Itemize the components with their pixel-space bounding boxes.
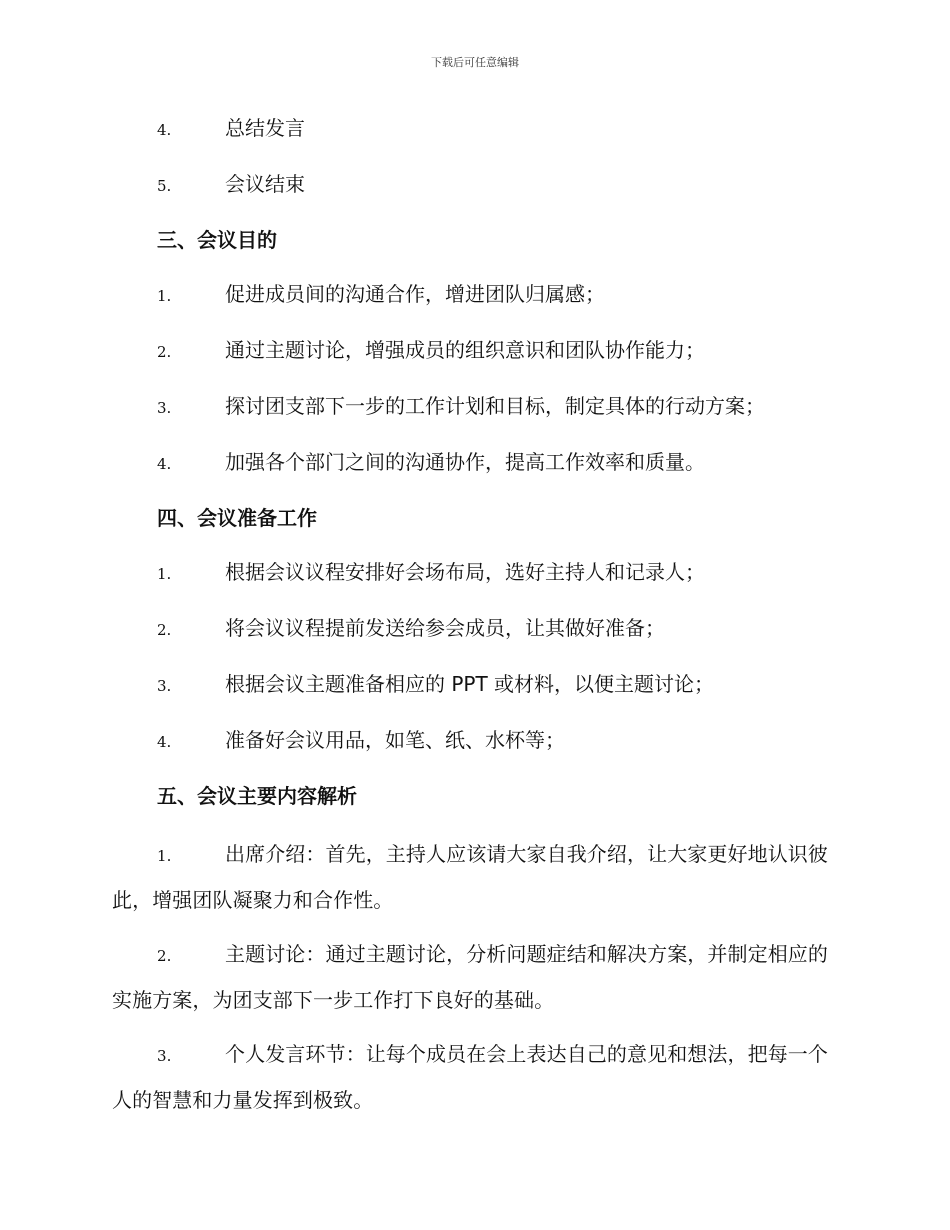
prep-item-2	[112, 610, 837, 648]
item-text: 促进成员间的沟通合作，增进团队归属感；	[225, 282, 605, 306]
item-number: 2.	[157, 947, 172, 965]
prep-item-4	[112, 722, 837, 760]
item-text: 根据会议议程安排好会场布局，选好主持人和记录人；	[225, 560, 705, 584]
item-number: 1.	[157, 565, 172, 583]
item-number: 1.	[157, 287, 172, 305]
item-number: 1.	[157, 847, 172, 865]
agenda-item-4	[112, 110, 837, 148]
paragraph-text: 出席介绍：首先，主持人应该请大家自我介绍，让大家更好地认识彼此，增强团队凝聚力和合作性。	[112, 842, 828, 912]
section-heading-content-analysis: 五、会议主要内容解析	[157, 784, 357, 808]
paragraph-text: 个人发言环节：让每个成员在会上表达自己的意见和想法，把每一个人的智慧和力量发挥到极致。	[112, 1042, 828, 1112]
purpose-item-2	[112, 332, 837, 370]
item-number: 3.	[157, 677, 172, 695]
item-text: 准备好会议用品，如笔、纸、水杯等；	[225, 728, 565, 752]
paragraph-text: 主题讨论：通过主题讨论，分析问题症结和解决方案，并制定相应的实施方案，为团支部下一步工作打下良好的基础。	[112, 942, 828, 1012]
item-text: 总结发言	[225, 116, 305, 140]
prep-item-1	[112, 554, 837, 592]
item-text: 将会议议程提前发送给参会成员，让其做好准备；	[225, 616, 665, 640]
item-number: 2.	[157, 343, 172, 361]
item-text: 根据会议主题准备相应的 PPT 或材料，以便主题讨论；	[225, 672, 715, 696]
item-text: 通过主题讨论，增强成员的组织意识和团队协作能力；	[225, 338, 705, 362]
item-number: 2.	[157, 621, 172, 639]
item-number: 4.	[157, 121, 172, 139]
content-paragraph-1	[112, 832, 837, 922]
purpose-item-1	[112, 276, 837, 314]
item-text: 加强各个部门之间的沟通协作，提高工作效率和质量。	[225, 450, 705, 474]
purpose-item-4	[112, 444, 837, 482]
purpose-item-3	[112, 388, 837, 426]
item-text: 会议结束	[225, 172, 305, 196]
section-heading-purpose: 三、会议目的	[157, 228, 277, 252]
item-text: 探讨团支部下一步的工作计划和目标，制定具体的行动方案；	[225, 394, 765, 418]
item-number: 3.	[157, 399, 172, 417]
document-body	[112, 110, 837, 1132]
item-number: 3.	[157, 1047, 172, 1065]
item-number: 4.	[157, 455, 172, 473]
item-number: 4.	[157, 733, 172, 751]
item-number: 5.	[157, 177, 172, 195]
content-paragraph-3	[112, 1032, 837, 1122]
prep-item-3	[112, 666, 837, 704]
header-note: 下载后可任意编辑	[431, 56, 519, 69]
agenda-item-5	[112, 166, 837, 204]
content-paragraph-2	[112, 932, 837, 1022]
section-heading-preparation: 四、会议准备工作	[157, 506, 317, 530]
